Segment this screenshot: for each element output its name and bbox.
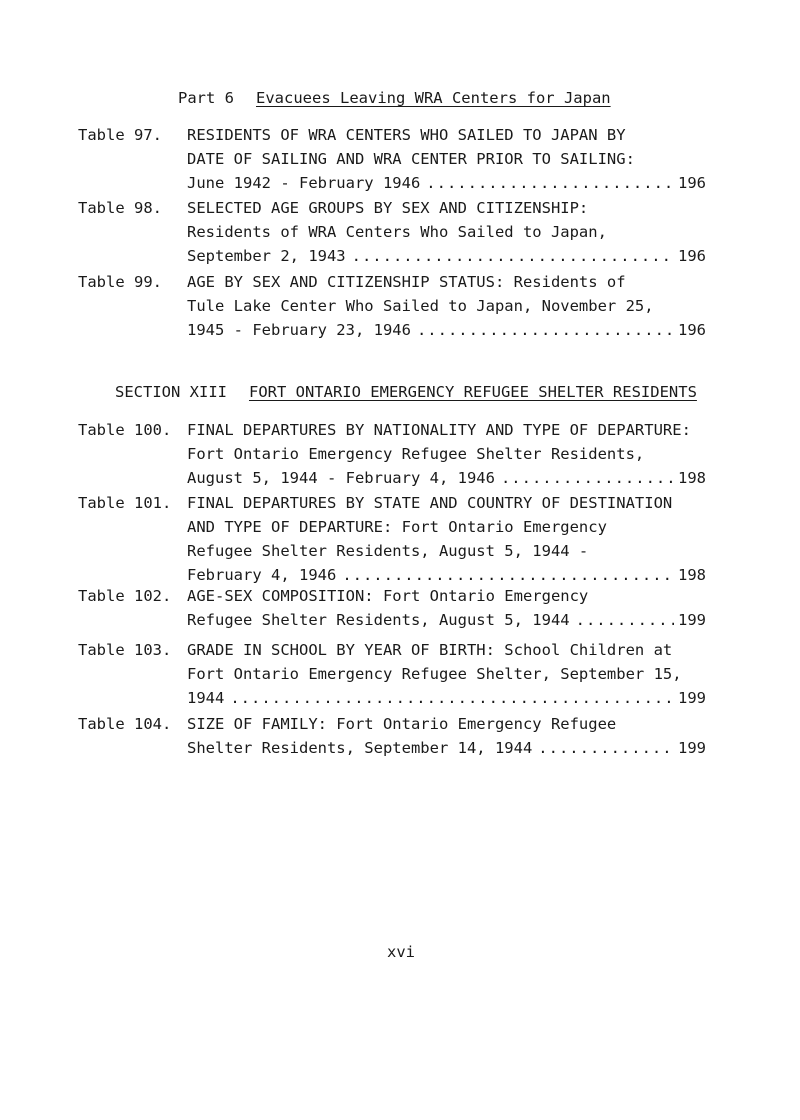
- entry-line: SELECTED AGE GROUPS BY SEX AND CITIZENSHIP:: [187, 199, 589, 217]
- dot-leader: [352, 244, 674, 268]
- table-label: Table 100.: [78, 421, 172, 439]
- table-label: Table 101.: [78, 494, 172, 512]
- entry-line: FINAL DEPARTURES BY NATIONALITY AND TYPE OF DEPARTURE:: [187, 421, 691, 439]
- part-heading: [178, 86, 611, 110]
- entry-line: Refugee Shelter Residents, August 5, 1944 -: [187, 542, 589, 560]
- dot-leader: [426, 171, 674, 195]
- entry-line: Residents of WRA Centers Who Sailed to Japan,: [187, 223, 607, 241]
- entry-line: SIZE OF FAMILY: Fort Ontario Emergency Refugee: [187, 715, 617, 733]
- section-heading-title: FORT ONTARIO EMERGENCY REFUGEE SHELTER RESIDENTS: [248, 383, 697, 401]
- entry-line: Tule Lake Center Who Sailed to Japan, November 25,: [187, 297, 654, 315]
- dot-leader: [230, 686, 674, 710]
- page-ref: 196: [678, 247, 706, 265]
- dot-leader: [576, 608, 674, 632]
- entry-line: Fort Ontario Emergency Refugee Shelter Residents,: [187, 445, 645, 463]
- page-ref: 199: [678, 611, 706, 629]
- entry-line: DATE OF SAILING AND WRA CENTER PRIOR TO SAILING:: [187, 150, 635, 168]
- entry-line: AGE-SEX COMPOSITION: Fort Ontario Emergency: [187, 587, 589, 605]
- table-label: Table 97.: [78, 126, 162, 144]
- page-ref: 198: [678, 469, 706, 487]
- part-heading-lead: Part 6: [178, 89, 234, 107]
- entry-line: RESIDENTS OF WRA CENTERS WHO SAILED TO JAPAN BY: [187, 126, 626, 144]
- page-number: xvi: [387, 943, 415, 961]
- entry-last-line: August 5, 1944 - February 4, 1946: [187, 469, 495, 487]
- page-ref: 198: [678, 566, 706, 584]
- entry-last-line: June 1942 - February 1946: [187, 174, 421, 192]
- entry-line: AND TYPE OF DEPARTURE: Fort Ontario Emergency: [187, 518, 607, 536]
- dot-leader: [501, 466, 674, 490]
- dot-leader: [538, 736, 674, 760]
- page-ref: 199: [678, 689, 706, 707]
- entry-last-line: September 2, 1943: [187, 247, 346, 265]
- entry-last-line: February 4, 1946: [187, 566, 337, 584]
- entry-line: AGE BY SEX AND CITIZENSHIP STATUS: Residents of: [187, 273, 626, 291]
- table-label: Table 103.: [78, 641, 172, 659]
- table-label: Table 104.: [78, 715, 172, 733]
- page-ref: 196: [678, 174, 706, 192]
- table-label: Table 98.: [78, 199, 162, 217]
- entry-last-line: 1944: [187, 689, 225, 707]
- entry-last-line: Refugee Shelter Residents, August 5, 1944: [187, 611, 570, 629]
- table-label: Table 99.: [78, 273, 162, 291]
- dot-leader: [417, 318, 674, 342]
- table-label: Table 102.: [78, 587, 172, 605]
- entry-last-line: 1945 - February 23, 1946: [187, 321, 411, 339]
- section-heading: [115, 380, 697, 404]
- section-heading-lead: SECTION XIII: [115, 383, 227, 401]
- entry-line: FINAL DEPARTURES BY STATE AND COUNTRY OF DESTINATION: [187, 494, 673, 512]
- entry-line: GRADE IN SCHOOL BY YEAR OF BIRTH: School Children at: [187, 641, 673, 659]
- part-heading-title: Evacuees Leaving WRA Centers for Japan: [256, 89, 611, 107]
- entry-line: Fort Ontario Emergency Refugee Shelter, September 15,: [187, 665, 682, 683]
- entry-last-line: Shelter Residents, September 14, 1944: [187, 739, 533, 757]
- page-ref: 196: [678, 321, 706, 339]
- page-ref: 199: [678, 739, 706, 757]
